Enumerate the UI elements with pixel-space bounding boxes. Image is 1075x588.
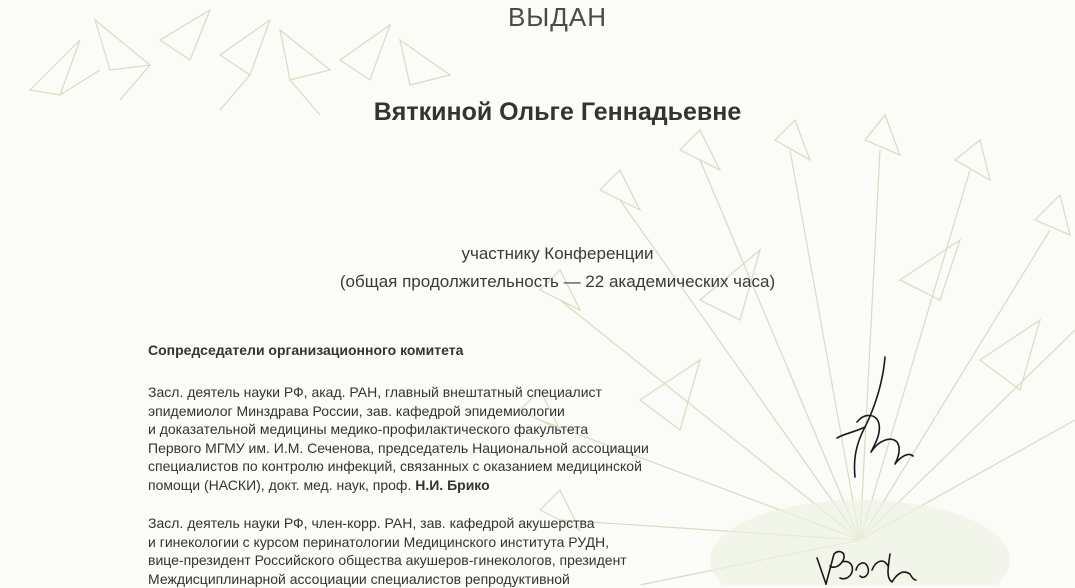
member-description-line: Засл. деятель науки РФ, акад. РАН, главный внештатный специалист — [148, 384, 602, 400]
committee-member — [148, 514, 768, 588]
member-description-line: эпидемиолог Минздрава России, зав. кафедрой эпидемиологии — [148, 402, 565, 419]
member-description-line: Засл. деятель науки РФ, член-корр. РАН, зав. кафедрой акушерства — [148, 515, 595, 531]
committee-heading: Сопредседатели организационного комитета — [148, 342, 464, 358]
committee-member — [148, 383, 768, 495]
conference-duration: (общая продолжительность — 22 академических часа) — [339, 272, 776, 291]
participant-role: участнику Конференции — [461, 244, 654, 263]
signature-briko — [835, 352, 915, 482]
member-description-line: вице-президент Российского общества акушеров-гинекологов, президент — [148, 552, 627, 569]
member-description-line: Междисциплинарной ассоциации специалистов репродуктивной — [148, 570, 570, 587]
member-description-line: специалистов по контролю инфекций, связанных с оказанием медицинской — [148, 458, 642, 475]
issued-title: ВЫДАН — [507, 2, 608, 32]
signature-second-cochair — [812, 540, 917, 585]
member-name: Н.И. Брико — [415, 476, 490, 493]
member-description-line: и гинекологии с курсом перинатологии Медицинского института РУДН, — [148, 533, 610, 550]
member-description-line: Первого МГМУ им. И.М. Сеченова, председатель Национальной ассоциации — [148, 439, 649, 456]
member-description-prefix: помощи (НАСКИ), докт. мед. наук, проф. — [148, 476, 416, 493]
participant-role-block — [0, 240, 1075, 296]
recipient-name: Вяткиной Ольге Геннадьевне — [373, 98, 742, 126]
member-description-line: и доказательной медицины медико-профилактического факультета — [148, 421, 589, 438]
member-description-last-line — [148, 476, 768, 495]
